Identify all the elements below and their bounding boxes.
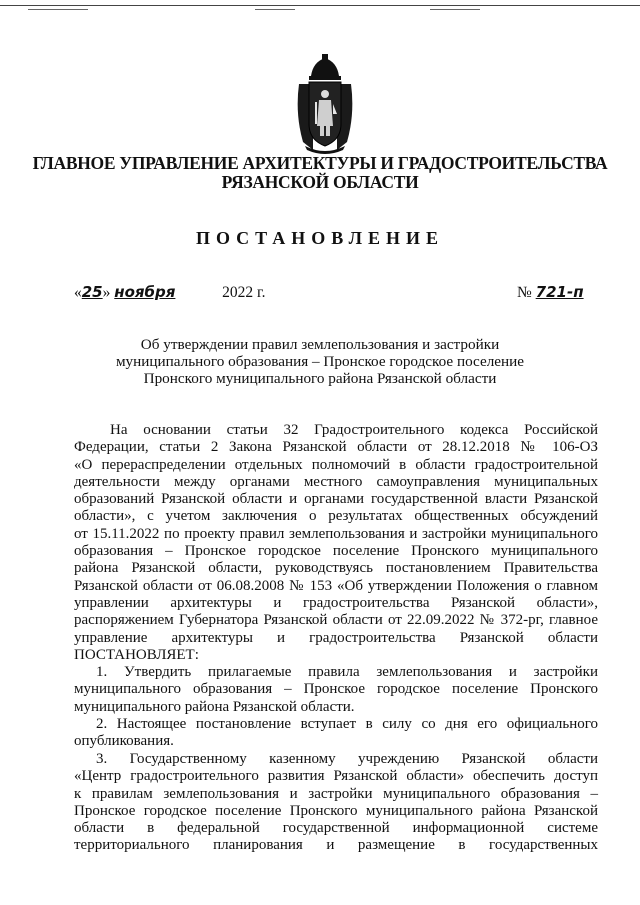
item-line: 3. Государственному казенному учреждению Рязанской области xyxy=(96,751,598,767)
preamble-line: управлении архитектуры и градостроительства Рязанской области», xyxy=(74,594,598,611)
preamble-line: от 15.11.2022 по проекту правил землепользования и застройки муниципального xyxy=(74,525,598,542)
preamble-line: деятельности между органами местного самоуправления муниципальных xyxy=(74,473,598,490)
preamble-line: района Рязанской области, руководствуясь постановлением Правительства xyxy=(74,560,598,577)
document-type-heading: ПОСТАНОВЛЕНИЕ xyxy=(195,228,445,248)
item-3-paragraph xyxy=(74,751,598,855)
item-line: Пронское городское поселение Пронского муниципального района Рязанской xyxy=(74,802,598,819)
number-value-handwritten: 721-п xyxy=(535,283,584,301)
item-line: муниципального района Рязанской области. xyxy=(74,698,355,715)
scan-top-edge xyxy=(0,5,640,6)
preamble-line: распоряжением Губернатора Рязанской области от 22.09.2022 № 372-рг, главное xyxy=(74,612,598,629)
document-date xyxy=(74,283,265,302)
scan-mark xyxy=(430,9,480,10)
preamble-line: образования – Пронское городское поселение Пронского муниципального xyxy=(74,543,598,560)
subject-line: Об утверждении правил землепользования и застройки xyxy=(140,336,500,353)
item-line: муниципального образования – Пронское городское поселение Пронского xyxy=(74,681,598,698)
item-line: 1. Утвердить прилагаемые правила землепользования и застройки xyxy=(96,664,598,680)
item-1-paragraph xyxy=(74,664,598,716)
subject-line: Пронского муниципального района Рязанской области xyxy=(143,370,497,387)
document-number xyxy=(517,283,584,302)
item-line: к правилам землепользования и застройки муниципального образования – xyxy=(74,785,598,802)
number-prefix: № xyxy=(517,284,532,301)
date-close-quote: » xyxy=(102,284,111,301)
preamble-line: «О перераспределении отдельных полномочий в области градостроительной xyxy=(74,456,598,473)
item-line: 2. Настоящее постановление вступает в силу со дня его официального xyxy=(96,716,598,732)
date-month-handwritten: ноября xyxy=(114,283,176,301)
agency-name-line-1: ГЛАВНОЕ УПРАВЛЕНИЕ АРХИТЕКТУРЫ И ГРАДОСТРОИТЕЛЬСТВА xyxy=(32,153,608,173)
item-line: опубликования. xyxy=(74,733,174,750)
item-line: «Центр градостроительного развития Рязанской области» обеспечить доступ xyxy=(74,768,598,785)
date-day-handwritten: 25 xyxy=(81,283,103,301)
scan-mark xyxy=(28,9,88,10)
item-line: территориального планирования и размещение в государственных xyxy=(74,837,598,854)
preamble-line: образований Рязанской области и органами государственной власти Рязанской xyxy=(74,491,598,508)
preamble-line: Рязанской области от 06.08.2008 № 153 «Об утверждении Положения о главном xyxy=(74,577,598,594)
item-2-paragraph xyxy=(74,716,598,751)
preamble-line: области», с учетом заключения о результатах общественных обсуждений xyxy=(74,508,598,525)
agency-name-line-2: РЯЗАНСКОЙ ОБЛАСТИ xyxy=(221,172,419,192)
preamble-line: управление архитектуры и градостроительства Рязанской области xyxy=(74,629,598,646)
ryazan-coat-of-arms-icon xyxy=(293,54,357,156)
subject-line: муниципального образования – Пронское городское поселение xyxy=(115,353,525,370)
date-open-quote: « xyxy=(74,284,82,301)
item-line: области в федеральной государственной информационной системе xyxy=(74,820,598,837)
date-year: 2022 г. xyxy=(222,284,266,301)
preamble-paragraph xyxy=(74,422,598,664)
preamble-line: На основании статьи 32 Градостроительного кодекса Российской xyxy=(110,422,598,438)
preamble-line: ПОСТАНОВЛЯЕТ: xyxy=(74,646,199,663)
scan-mark xyxy=(255,9,295,10)
preamble-line: Федерации, статьи 2 Закона Рязанской области от 28.12.2018 № 106-ОЗ xyxy=(74,439,598,456)
